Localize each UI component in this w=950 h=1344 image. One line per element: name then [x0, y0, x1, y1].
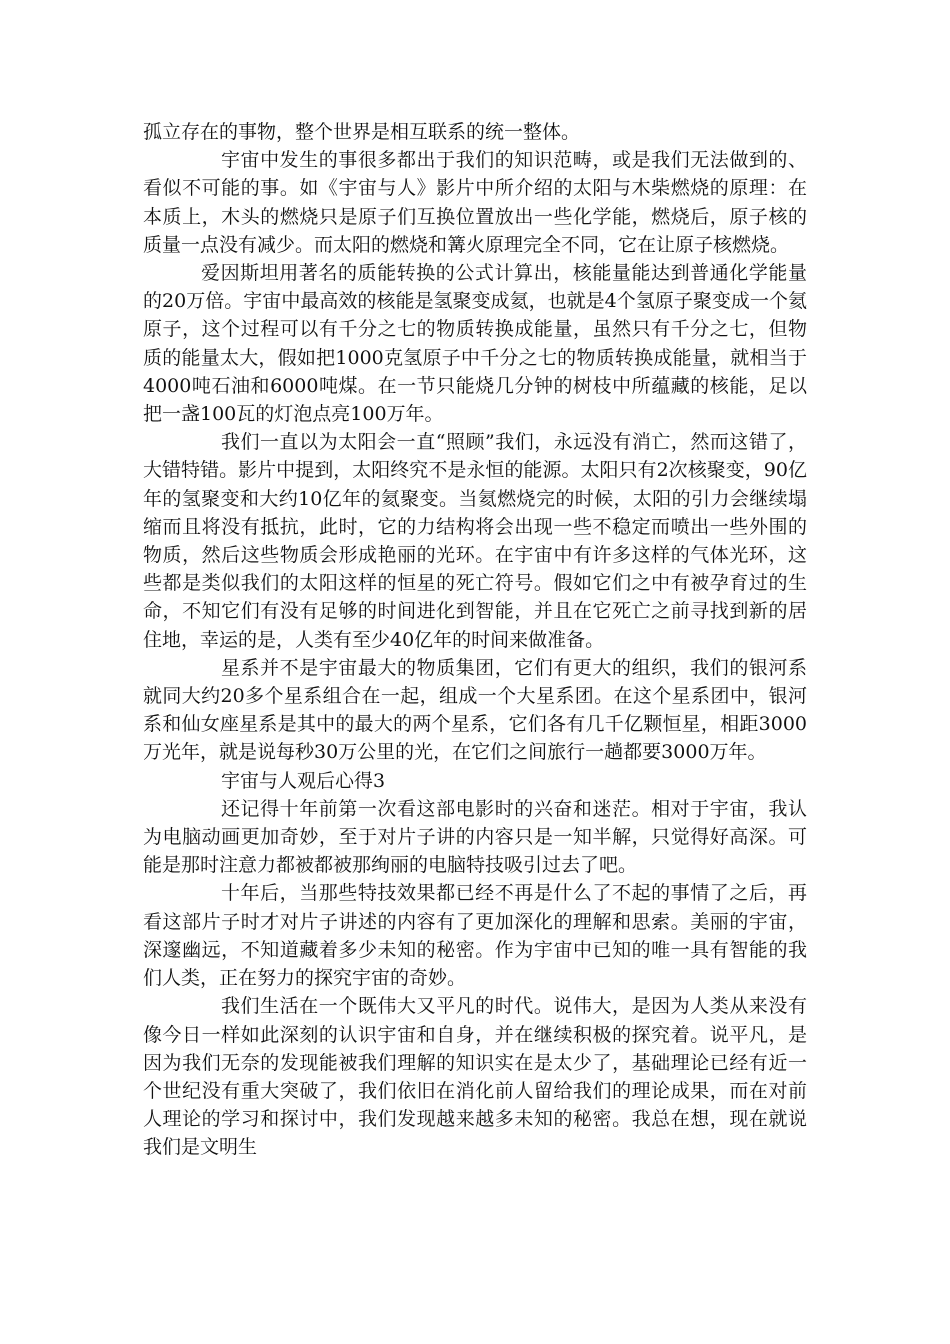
- paragraph-ten-years-later: 十年后，当那些特技效果都已经不再是什么了不起的事情了之后，再看这部片子时才对片子讲述的内容有了更加深化的理解和思索。美丽的宇宙，深邃幽远，不知道藏着多少未知的秘密。作为宇宙中已知的唯一具有智能的我们人类，正在努力的探究宇宙的奇妙。: [143, 882, 807, 990]
- paragraph-universe-knowledge: 宇宙中发生的事很多都出于我们的知识范畴，或是我们无法做到的、看似不可能的事。如《宇宙与人》影片中所介绍的太阳与木柴燃烧的原理：在本质上，木头的燃烧只是原子们互换位置放出一些化学能，燃烧后，原子核的质量一点没有减少。而太阳的燃烧和篝火原理完全不同，它在让原子核燃烧。: [143, 149, 807, 256]
- section-heading: 宇宙与人观后心得3: [221, 769, 386, 792]
- paragraph-great-ordinary-era: 我们生活在一个既伟大又平凡的时代。说伟大，是因为人类从来没有像今日一样如此深刻的认识宇宙和自身，并在继续积极的探究着。说平凡，是因为我们无奈的发现能被我们理解的知识实在是太少了，基础理论已经有近一个世纪没有重大突破了，我们依旧在消化前人留给我们的理论成果，而在对前人理论的学习和探讨中，我们发现越来越多未知的秘密。我总在想，现在就说我们是文明生: [143, 995, 807, 1159]
- paragraph-continued: 孤立存在的事物，整个世界是相互联系的统一整体。: [143, 121, 581, 143]
- paragraph-sun-lifespan: 我们一直以为太阳会一直“照顾”我们，永远没有消亡，然而这错了，大错特错。影片中提到，太阳终究不是永恒的能源。太阳只有2次核聚变，90亿年的氢聚变和大约10亿年的氦聚变。当氦燃烧完的时候，太阳的引力会继续塌缩而且将没有抵抗，此时，它的力结构将会出现一些不稳定而喷出一些外围的物质，然后这些物质会形成艳丽的光环。在宇宙中有许多这样的气体光环，这些都是类似我们的太阳这样的恒星的死亡符号。假如它们之中有被孕育过的生命，不知它们有没有足够的时间进化到智能，并且在它死亡之前寻找到新的居住地，幸运的是，人类有至少40亿年的时间来做准备。: [143, 431, 807, 651]
- document-page: [143, 118, 807, 1162]
- paragraph-einstein-energy: 爱因斯坦用著名的质能转换的公式计算出，核能量能达到普通化学能量的20万倍。宇宙中最高效的核能是氢聚变成氦，也就是4个氢原子聚变成一个氦原子，这个过程可以有千分之七的物质转换成能量，虽然只有千分之七，但物质的能量太大，假如把1000克氢原子中千分之七的物质转换成能量，就相当于4000吨石油和6000吨煤。在一节只能烧几分钟的树枝中所蕴藏的核能，足以把一盏100瓦的灯泡点亮100万年。: [143, 262, 807, 426]
- paragraph-ten-years-ago: 还记得十年前第一次看这部电影时的兴奋和迷茫。相对于宇宙，我认为电脑动画更加奇妙，至于对片子讲的内容只是一知半解，只觉得好高深。可能是那时注意力都被都被那绚丽的电脑特技吸引过去了吧。: [143, 797, 807, 877]
- paragraph-galaxy-cluster: 星系并不是宇宙最大的物质集团，它们有更大的组织，我们的银河系就同大约20多个星系组合在一起，组成一个大星系团。在这个星系团中，银河系和仙女座星系是其中的最大的两个星系，它们各有几千亿颗恒星，相距3000万光年，就是说每秒30万公里的光，在它们之间旅行一趟都要3000万年。: [143, 656, 807, 764]
